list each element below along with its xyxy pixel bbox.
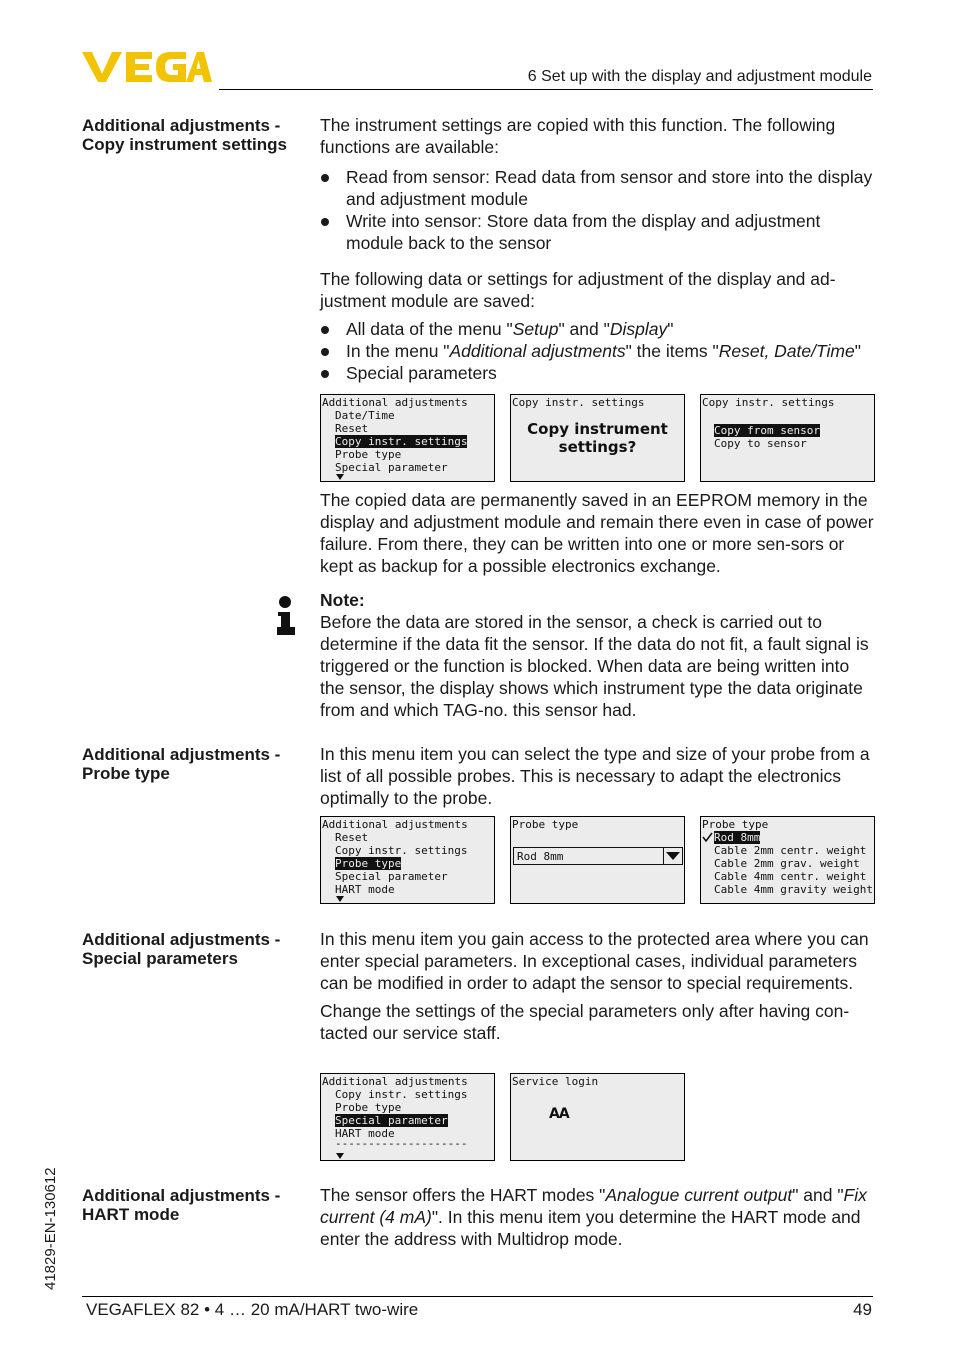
display-screen-menu: Additional adjustments Reset Copy instr. settings Probe type Special parameter HART mode — [320, 816, 495, 904]
list-item: Special parameters — [320, 362, 875, 384]
note-text: Before the data are stored in the sensor, a check is carried out to determine if the data fit the sensor. If the data do not fit, a fault signal is triggered or the function is blocked. When data are being written into the sensor, the display shows which instrument type the data originate from and which TAG-no. this sensor had. — [320, 612, 869, 720]
list-item: All data of the menu "Setup" and "Display" — [320, 318, 875, 340]
display-screen-service-login: Service login AA — [510, 1073, 685, 1161]
note-title: Note: — [320, 590, 365, 610]
display-screen-menu: Additional adjustments Copy instr. settings Probe type Special parameter HART mode -------------------- — [320, 1073, 495, 1161]
section-heading-special: Additional adjustments - Special parameters — [82, 930, 281, 968]
header-rule — [219, 89, 873, 90]
vega-logo — [82, 50, 212, 84]
list-item: Write into sensor: Store data from the display and adjustment module back to the sensor — [320, 210, 875, 254]
scroll-down-icon — [336, 474, 344, 480]
copy-functions-list — [320, 166, 875, 254]
scroll-down-icon — [336, 1153, 344, 1159]
display-screen-probe-select: Probe type Rod 8mm — [510, 816, 685, 904]
display-screen-menu: Additional adjustments Date/Time Reset Copy instr. settings Probe type Special parameter — [320, 394, 495, 482]
hart-text: The sensor offers the HART modes "Analogue current output" and "Fix current (4 mA)". In this menu item you determine the HART mode and enter the address with Multidrop mode. — [320, 1185, 867, 1249]
copy-after-text: The copied data are permanently saved in an EEPROM memory in the display and adjustment module and remain there even in case of power failure. From there, they can be written into one or more sen-sors or kept as backup for a possible electronics exchange. — [320, 490, 874, 576]
chevron-down-icon — [666, 852, 680, 860]
footer-product: VEGAFLEX 82 • 4 … 20 mA/HART two-wire — [86, 1300, 419, 1319]
section-heading-hart: Additional adjustments - HART mode — [82, 1186, 281, 1224]
page-number: 49 — [853, 1300, 872, 1319]
copy-intro: The instrument settings are copied with this function. The following functions are available: — [320, 115, 836, 157]
document-code: 41829-EN-130612 — [42, 1167, 59, 1290]
saved-items-list — [320, 318, 875, 384]
footer-rule — [82, 1296, 873, 1297]
probe-type-dropdown: Rod 8mm — [513, 847, 683, 865]
info-icon — [276, 596, 296, 636]
list-item: Read from sensor: Read data from sensor and store into the display and adjustment module — [320, 166, 875, 210]
section-heading-probe: Additional adjustments - Probe type — [82, 745, 281, 783]
saved-intro: The following data or settings for adjustment of the display and ad-justment module are saved: — [320, 269, 836, 311]
chapter-title: 6 Set up with the display and adjustment module — [527, 68, 872, 85]
display-screen-confirm: Copy instr. settings Copy instrument settings? — [510, 394, 685, 482]
display-screen-probe-list: Probe type Rod 8mm Cable 2mm centr. weight Cable 2mm grav. weight Cable 4mm centr. weight Cable 4mm gravity weight — [700, 816, 875, 904]
special-section-body — [320, 928, 875, 1044]
copy-section-body — [320, 114, 875, 384]
special-text-1: In this menu item you gain access to the protected area where you can enter special parameters. In exceptional cases, individual parameters can be modified in order to adapt the sensor to special requirements. — [320, 929, 869, 993]
section-heading-copy: Additional adjustments - Copy instrument settings — [82, 116, 287, 154]
list-item: In the menu "Additional adjustments" the items "Reset, Date/Time" — [320, 340, 875, 362]
checkmark-icon — [702, 832, 713, 842]
scroll-down-icon — [336, 896, 344, 902]
display-screen-copy-options: Copy instr. settings Copy from sensor Copy to sensor — [700, 394, 875, 482]
probe-text: In this menu item you can select the type and size of your probe from a list of all possible probes. This is necessary to adapt the electronics optimally to the probe. — [320, 744, 870, 808]
login-input: AA — [549, 1106, 569, 1122]
note-block — [320, 589, 875, 721]
special-text-2: Change the settings of the special parameters only after having con-tacted our service staff. — [320, 1001, 850, 1043]
